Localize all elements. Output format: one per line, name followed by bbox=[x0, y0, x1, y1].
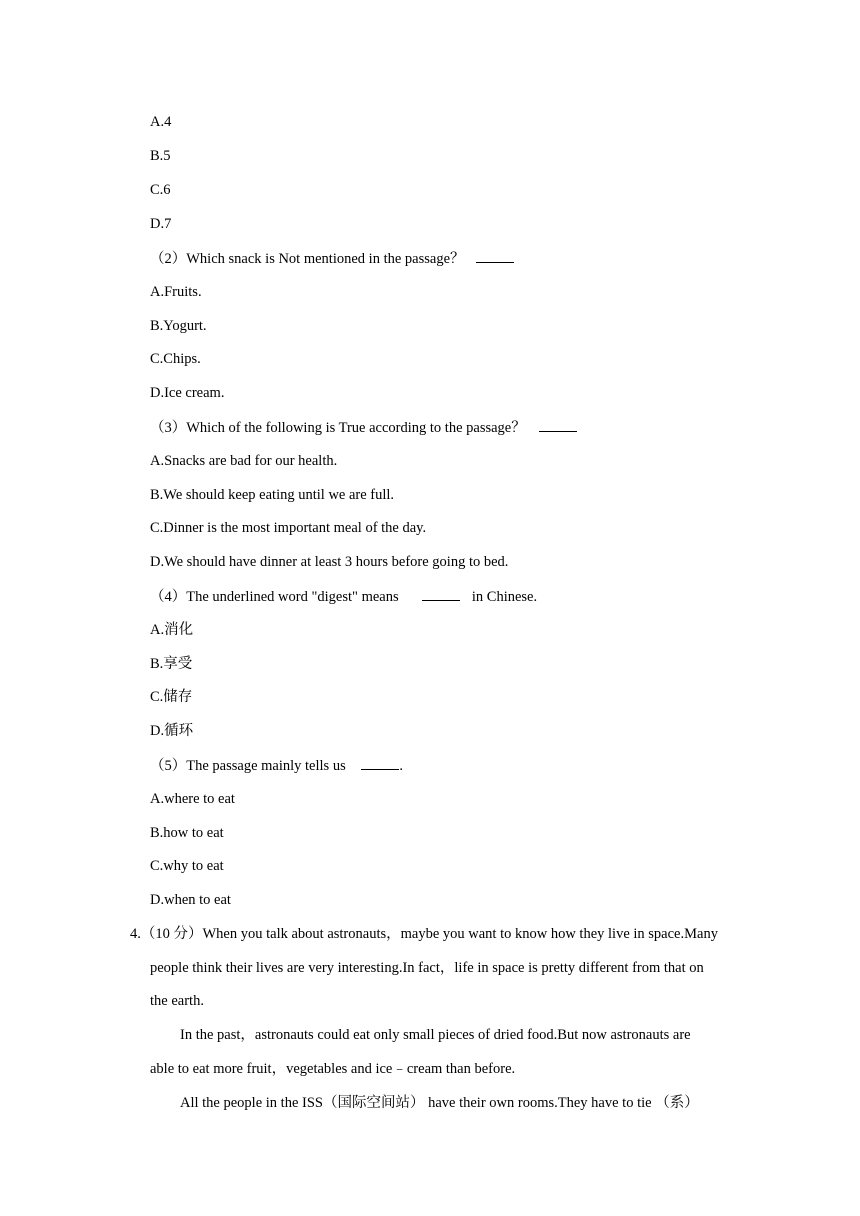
q2-stem-text: （2）Which snack is Not mentioned in the passage？ bbox=[150, 251, 465, 267]
q4-option-a: A.消化 bbox=[150, 622, 194, 638]
q1-option-b: B.5 bbox=[150, 148, 171, 164]
question4-passage-line2: people think their lives are very interesting.In fact，life in space is pretty different from that on bbox=[150, 960, 704, 976]
q5-option-c: C.why to eat bbox=[150, 858, 224, 874]
q5-option-a: A.where to eat bbox=[150, 791, 235, 807]
q1-option-d: D.7 bbox=[150, 216, 172, 232]
q5-stem bbox=[150, 755, 403, 776]
question4-passage-line3: the earth. bbox=[150, 993, 204, 1009]
q4-stem-before: （4）The underlined word "digest" means bbox=[150, 589, 399, 605]
q4-option-c: C.储存 bbox=[150, 689, 193, 705]
question4-para2-line1: In the past，astronauts could eat only small pieces of dried food.But now astronauts are bbox=[180, 1027, 691, 1043]
question4-para2-line2: able to eat more fruit，vegetables and ice﹣cream than before. bbox=[150, 1061, 516, 1077]
q5-option-d: D.when to eat bbox=[150, 892, 231, 908]
q5-answer-blank bbox=[361, 755, 399, 770]
q2-option-b: B.Yogurt. bbox=[150, 318, 207, 334]
q4-option-d: D.循环 bbox=[150, 723, 194, 739]
q3-option-a: A.Snacks are bad for our health. bbox=[150, 453, 338, 469]
q5-option-b: B.how to eat bbox=[150, 825, 224, 841]
q4-answer-blank bbox=[422, 586, 460, 601]
q3-stem bbox=[150, 417, 577, 438]
q1-option-a: A.4 bbox=[150, 114, 172, 130]
question4-para3-line1: All the people in the ISS（国际空间站） have their own rooms.They have to tie （系） bbox=[180, 1095, 699, 1111]
question4-first-line bbox=[130, 924, 718, 944]
q4-option-b: B.享受 bbox=[150, 656, 193, 672]
q3-option-c: C.Dinner is the most important meal of the day. bbox=[150, 520, 427, 536]
q3-answer-blank bbox=[539, 417, 577, 432]
q2-option-c: C.Chips. bbox=[150, 351, 201, 367]
q3-stem-text: （3）Which of the following is True according to the passage？ bbox=[150, 420, 526, 436]
q2-option-a: A.Fruits. bbox=[150, 284, 202, 300]
q2-option-d: D.Ice cream. bbox=[150, 385, 225, 401]
question4-passage-line1: When you talk about astronauts，maybe you want to know how they live in space.Many bbox=[202, 926, 718, 942]
q3-option-b: B.We should keep eating until we are full. bbox=[150, 487, 395, 503]
q3-option-d: D.We should have dinner at least 3 hours before going to bed. bbox=[150, 554, 509, 570]
q4-stem-after: in Chinese. bbox=[471, 589, 538, 605]
question4-number-score: 4.（10 分） bbox=[130, 926, 203, 942]
q5-stem-end: . bbox=[399, 758, 403, 774]
q1-option-c: C.6 bbox=[150, 182, 171, 198]
q4-stem bbox=[150, 586, 537, 607]
q5-stem-text: （5）The passage mainly tells us bbox=[150, 758, 346, 774]
q2-answer-blank bbox=[476, 248, 514, 263]
q2-stem bbox=[150, 248, 514, 269]
